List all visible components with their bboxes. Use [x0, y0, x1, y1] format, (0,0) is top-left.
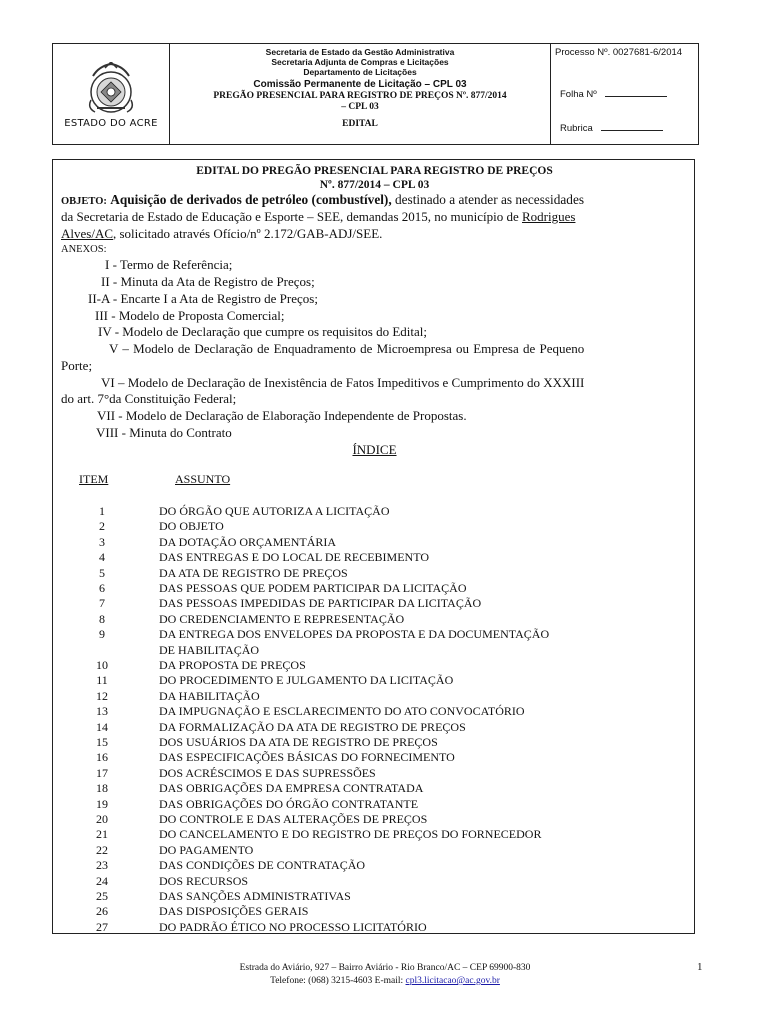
index-item-number: 10: [96, 658, 108, 672]
index-item-title: DAS ENTREGAS E DO LOCAL DE RECEBIMENTO: [159, 550, 429, 565]
footer-phone: Telefone: (068) 3215-4603 E-mail:: [270, 976, 406, 986]
objeto-label: OBJETO:: [61, 196, 107, 207]
index-item-title: DOS ACRÉSCIMOS E DAS SUPRESSÕES: [159, 765, 376, 780]
index-item-title: DO PAGAMENTO: [159, 842, 254, 857]
index-item-number: 7: [99, 596, 105, 611]
document-header: [52, 43, 699, 145]
index-item-number: 17: [96, 765, 108, 780]
index-item-number: 15: [96, 735, 108, 749]
anexo-item: II-A - Encarte I a Ata de Registro de Preços;: [88, 291, 318, 306]
anexo-item: II - Minuta da Ata de Registro de Preços;: [101, 274, 315, 289]
anexo-viii: VIII - Minuta do Contrato: [96, 425, 232, 440]
index-item-number: 8: [99, 611, 105, 626]
header-commission: Comissão Permanente de Licitação – CPL 03: [253, 79, 467, 90]
state-coat-of-arms-icon: [83, 62, 139, 116]
index-item-number: 13: [96, 704, 108, 719]
header-line-2: Secretaria Adjunta de Compras e Licitações: [271, 57, 449, 67]
index-item-number: 18: [96, 781, 108, 796]
index-item-number: 20: [96, 812, 108, 826]
index-item-number: 11: [96, 673, 108, 688]
anexo-item: I - Termo de Referência;: [105, 257, 233, 272]
anexo-item: III - Modelo de Proposta Comercial;: [95, 308, 285, 323]
header-line-3: Departamento de Licitações: [303, 67, 417, 77]
index-item-title: DO CANCELAMENTO E DO REGISTRO DE PREÇOS DO FORNECEDOR: [159, 827, 542, 842]
index-item-title: DA FORMALIZAÇÃO DA ATA DE REGISTRO DE PREÇOS: [159, 719, 466, 734]
header-edital: EDITAL: [342, 119, 378, 129]
page-number: 1: [697, 961, 703, 973]
rubrica-label: Rubrica: [560, 123, 593, 134]
rubrica-field: [560, 121, 663, 134]
anexo-v-line-2: Porte;: [61, 358, 93, 373]
index-item-title: DAS OBRIGAÇÕES DO ÓRGÃO CONTRATANTE: [159, 796, 419, 811]
index-item-title: DAS ESPECIFICAÇÕES BÁSICAS DO FORNECIMENTO: [159, 750, 455, 765]
col-item-header: ITEM: [79, 472, 109, 486]
indice-title: ÍNDICE: [352, 442, 397, 457]
index-item-title: DAS OBRIGAÇÕES DA EMPRESA CONTRATADA: [159, 781, 424, 796]
folha-label: Folha Nº: [560, 89, 597, 100]
index-item-title: DAS SANÇÕES ADMINISTRATIVAS: [159, 889, 351, 903]
index-item-title: DAS DISPOSIÇÕES GERAIS: [159, 904, 309, 919]
anexo-vii: VII - Modelo de Declaração de Elaboração Independente de Propostas.: [97, 408, 467, 423]
index-item-title: DA PROPOSTA DE PREÇOS: [159, 658, 306, 672]
index-item-number: 4: [99, 550, 105, 565]
state-label: ESTADO DO ACRE: [64, 118, 158, 129]
index-item-number: 27: [96, 919, 108, 934]
index-item-number: 25: [96, 889, 108, 903]
header-institution: [170, 44, 551, 144]
index-item-number: 22: [96, 842, 108, 857]
index-item-title: DO ÓRGÃO QUE AUTORIZA A LICITAÇÃO: [159, 504, 390, 518]
header-pregao-line-2: – CPL 03: [341, 102, 379, 112]
index-item-number: 16: [96, 750, 108, 765]
anexo-item: IV - Modelo de Declaração que cumpre os requisitos do Edital;: [98, 324, 427, 339]
index-item-number: 21: [96, 827, 108, 842]
header-logo-cell: [53, 44, 170, 144]
edital-title: EDITAL DO PREGÃO PRESENCIAL PARA REGISTRO DE PREÇOS: [196, 165, 553, 177]
index-item-number: 12: [96, 688, 108, 703]
objeto-line-1: [61, 192, 687, 209]
footer-email-link[interactable]: cpl3.licitacao@ac.gov.br: [405, 976, 500, 986]
index-item-number: 2: [99, 519, 105, 534]
objeto-bold: Aquisição de derivados de petróleo (combustível),: [110, 192, 392, 207]
index-item-title-continued: DE HABILITAÇÃO: [159, 642, 260, 657]
rubrica-blank: [601, 121, 663, 131]
index-item-number: 9: [99, 627, 105, 642]
anexos-label: ANEXOS:: [61, 244, 107, 255]
index-item-title: DAS PESSOAS IMPEDIDAS DE PARTICIPAR DA LICITAÇÃO: [159, 596, 482, 611]
footer-address: Estrada do Aviário, 927 – Bairro Aviário - Rio Branco/AC – CEP 69900-830: [239, 963, 531, 973]
objeto-line-3: Alves/AC, solicitado através Ofício/nº 2.172/GAB-ADJ/SEE.: [61, 226, 383, 241]
index-item-number: 6: [99, 581, 105, 595]
index-item-number: 26: [96, 904, 108, 919]
index-item-title: DO CREDENCIAMENTO E REPRESENTAÇÃO: [159, 611, 405, 626]
index-item-number: 3: [99, 534, 105, 549]
objeto-rest: destinado a atender as necessidades: [391, 192, 585, 207]
edital-number: Nº. 877/2014 – CPL 03: [319, 179, 430, 191]
index-item-title: DA DOTAÇÃO ORÇAMENTÁRIA: [159, 534, 337, 549]
index-item-title: DOS USUÁRIOS DA ATA DE REGISTRO DE PREÇOS: [159, 735, 438, 749]
header-line-1: Secretaria de Estado da Gestão Administrativa: [265, 47, 455, 57]
objeto-line-2: da Secretaria de Estado de Educação e Esporte – SEE, demandas 2015, no município de Rodrigues: [61, 209, 576, 224]
index-item-title: DO CONTROLE E DAS ALTERAÇÕES DE PREÇOS: [159, 812, 428, 826]
folha-blank: [605, 87, 667, 97]
index-item-title: DA IMPUGNAÇÃO E ESCLARECIMENTO DO ATO CONVOCATÓRIO: [159, 704, 525, 719]
index-item-number: 1: [99, 504, 105, 518]
index-item-title: DA ATA DE REGISTRO DE PREÇOS: [159, 565, 348, 580]
footer-contact: [0, 976, 770, 986]
index-item-title: DO OBJETO: [159, 519, 224, 534]
header-pregao-line-1: PREGÃO PRESENCIAL PARA REGISTRO DE PREÇOS Nº. 877/2014: [213, 91, 507, 101]
objeto-municipio: Rodrigues: [522, 209, 576, 224]
index-item-number: 24: [96, 873, 108, 888]
index-item-number: 23: [96, 858, 108, 873]
anexo-vi-line-2: do art. 7°da Constituição Federal;: [61, 391, 237, 406]
index-item-number: 5: [99, 565, 105, 580]
index-item-title: DO PADRÃO ÉTICO NO PROCESSO LICITATÓRIO: [159, 919, 427, 934]
index-item-title: DAS CONDIÇÕES DE CONTRATAÇÃO: [159, 858, 366, 873]
header-process-cell: [551, 44, 698, 144]
index-item-title: DA ENTREGA DOS ENVELOPES DA PROPOSTA E DA DOCUMENTAÇÃO: [159, 627, 550, 642]
folha-field: [560, 87, 667, 100]
index-item-number: 14: [96, 719, 108, 734]
index-item-title: DOS RECURSOS: [159, 873, 249, 888]
index-item-title: DA HABILITAÇÃO: [159, 688, 260, 703]
index-item-number: 19: [96, 796, 108, 811]
anexo-v-line-1: V – Modelo de Declaração de Enquadramento de Microempresa ou Empresa de Pequeno: [109, 341, 585, 356]
edital-body: [52, 159, 695, 934]
index-item-title: DAS PESSOAS QUE PODEM PARTICIPAR DA LICITAÇÃO: [159, 581, 467, 595]
col-assunto-header: ASSUNTO: [175, 472, 231, 486]
index-item-title: DO PROCEDIMENTO E JULGAMENTO DA LICITAÇÃO: [159, 673, 454, 688]
process-number: Processo Nº. 0027681-6/2014: [555, 47, 683, 58]
anexo-vi-line-1: VI – Modelo de Declaração de Inexistência de Fatos Impeditivos e Cumprimento do XXXIII: [101, 375, 585, 390]
